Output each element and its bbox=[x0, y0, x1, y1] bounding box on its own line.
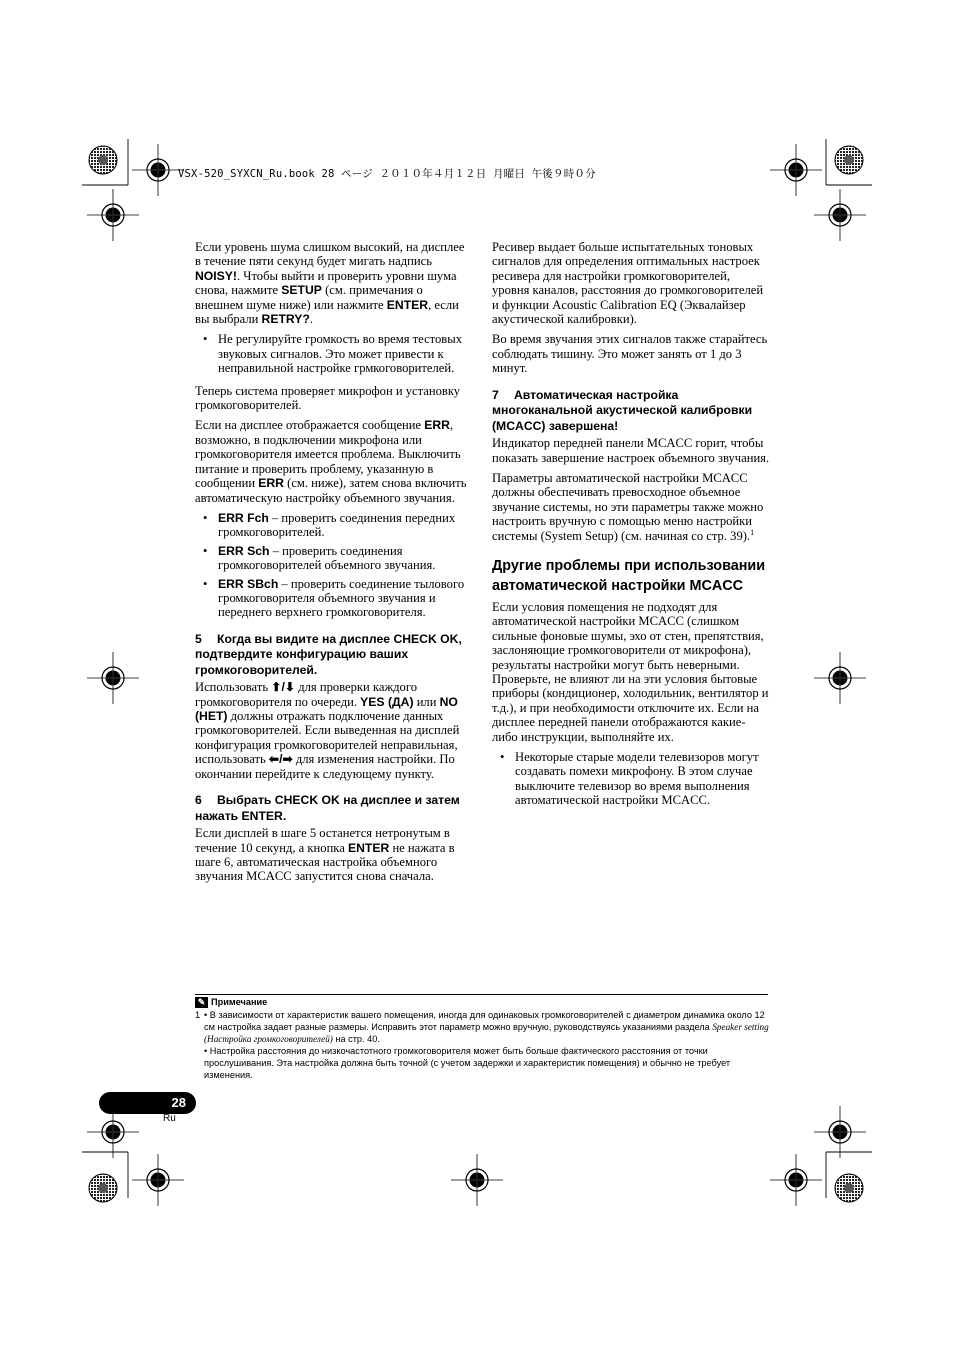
page-number: 28 bbox=[171, 1095, 186, 1110]
indicator-paragraph: Индикатор передней панели MCACC горит, чтобы показать завершение настроек объемного звучания. bbox=[492, 436, 770, 465]
crosshair-icon bbox=[87, 652, 139, 704]
crosshair-icon bbox=[814, 189, 866, 241]
page-language: Ru bbox=[163, 1113, 176, 1124]
footnote-heading-label: Примечание bbox=[211, 997, 268, 1007]
parameters-paragraph: Параметры автоматической настройки MCACC должны обеспечивать превосходное объемное звучание системы, но эти параметры также можно настроить вручную с помощью меню настройки системы (System Setup) (см. начиная со стр. 39).$^1$ bbox=[492, 470, 764, 543]
test-tones-paragraph: Ресивер выдает больше испытательных тоновых сигналов для определения оптимальных настроек ресивера для настройки громкоговорителей, уровня каналов, расстояния до громкоговорителей и функции Acoustic Calibration EQ (Эквалайзер акустической калибровки). bbox=[492, 240, 764, 327]
tv-note-list bbox=[492, 750, 770, 808]
list-item: • Некоторые старые модели телевизоров могут создавать помехи микрофону. В этом случае выключите телевизор во время выполнения автоматической настройки MCACC. bbox=[492, 750, 770, 808]
list-item: • ERR Fch – проверить соединения передних громкоговорителей. bbox=[195, 511, 473, 540]
list-item: • Не регулируйте громкость во время тестовых звуковых сигналов. Это может привести к неправильной настройке грмкоговорителей. bbox=[195, 332, 473, 375]
star-target-icon bbox=[89, 146, 117, 174]
check-paragraph: Теперь система проверяет микрофон и установку громкоговорителей. bbox=[195, 383, 461, 413]
step-6-paragraph: Если дисплей в шаге 5 останется нетронутым в течение 10 секунд, а кнопка ENTER не нажата в шаге 6, автоматическая настройка объемного звучания MCACC запустится снова сначала. bbox=[195, 826, 455, 884]
crosshair-icon bbox=[814, 1106, 866, 1158]
list-item: • ERR SBch – проверить соединение тылового громкоговорителя объемного звучания и переднего верхнего громкоговорителя. bbox=[195, 577, 473, 620]
step-6-heading: 6 Выбрать CHECK OK на дисплее и затем нажать ENTER. bbox=[195, 793, 460, 823]
noise-paragraph: Если уровень шума слишком высокий, на дисплее в течение пяти секунд будет мигать надпись NOISY!. Чтобы выйти и проверить уровни шума снова, нажмите SETUP (см. примечания о внешнем шуме ниже) или нажмите ENTER, если вы выбрали RETRY?. bbox=[195, 240, 465, 327]
step-5-paragraph: Использовать ⬆/⬇ для проверки каждого громкоговорителя по очереди. YES (ДА) или NO (НЕТ) должны отражать подключение данных громкоговорителей. Если выведенная на дисплей конфигурация громкоговорителей неправильная, использовать ⬅/➡ для изменения настройки. По окончании перейдите к следующему пункту. bbox=[195, 680, 460, 781]
crosshair-icon bbox=[770, 1154, 822, 1206]
err-paragraph: Если на дисплее отображается сообщение ERR, возможно, в подключении микрофона или громкоговорителя имеется проблема. Выключить питание и проверить проблему, указанную в сообщении ERR (см. ниже), затем снова включить автоматическую настройку объемного звучания. bbox=[195, 418, 467, 505]
right-column bbox=[492, 240, 770, 816]
silence-paragraph: Во время звучания этих сигналов также старайтесь соблюдать тишину. Это может занять от 1 до 3 минут. bbox=[492, 332, 768, 376]
crosshair-icon bbox=[451, 1154, 503, 1206]
volume-warning-list bbox=[195, 332, 473, 375]
err-code-list bbox=[195, 511, 473, 620]
section-title: Другие проблемы при использовании автоматической настройки MCACC bbox=[492, 558, 766, 594]
footnote-rule bbox=[195, 994, 768, 995]
footnote-1: 1 • В зависимости от характеристик вашего помещения, иногда для одинаковых громкоговорителей с диаметром динамика около 12 см настройка задает разные размеры. Исправить этот параметр можно вручную, руководствуясь указаниями раздела Speaker setting (Настройка громкоговорителей) на стр. 40. bbox=[195, 1010, 769, 1044]
footnote-ref: 1 bbox=[750, 527, 755, 537]
book-header-line: VSX-520_SYXCN_Ru.book 28 ページ ２０１０年４月１２日 月曜日 午後９時０分 bbox=[178, 168, 596, 180]
page-number-badge bbox=[99, 1092, 196, 1114]
left-column bbox=[195, 240, 473, 890]
star-target-icon bbox=[835, 146, 863, 174]
note-icon: ✎ bbox=[195, 997, 208, 1008]
footnote-2: • Настройка расстояния до низкочастотного громкоговорителя может быть больше фактического расстояния от точки прослушивания. Эта настройка должна быть точной (с учетом задержки и характеристик помещения) и обычно не требует изменения. bbox=[204, 1046, 731, 1080]
crosshair-icon bbox=[87, 189, 139, 241]
crosshair-icon bbox=[814, 652, 866, 704]
step-7-heading: 7 Автоматическая настройка многоканальной акустической калибровки (MCACC) завершена! bbox=[492, 387, 753, 433]
star-target-icon bbox=[835, 1174, 863, 1202]
footnote-heading bbox=[195, 996, 267, 1008]
footnote-body bbox=[195, 1009, 770, 1081]
conditions-paragraph: Если условия помещения не подходят для автоматической настройки MCACC (слишком сильные фоновые шумы, эхо от стен, препятствия, заслоняющие громкоговорители от микрофона), результаты настройки могут быть неверными. Проверьте, не влияют ли на эти условия бытовые приборы (кондиционер, холодильник, вентилятор и т.д.), и при необходимости отключите их. Если на дисплее передней панели отображаются какие-либо инструкции, выполняйте их. bbox=[492, 600, 769, 744]
list-item: • ERR Sch – проверить соединения громкоговорителей объемного звучания. bbox=[195, 544, 473, 573]
crosshair-icon bbox=[770, 144, 822, 196]
step-5-heading: 5 Когда вы видите на дисплее CHECK OK, подтвердите конфигурацию ваших громкоговорителей. bbox=[195, 631, 462, 677]
crosshair-icon bbox=[132, 144, 184, 196]
star-target-icon bbox=[89, 1174, 117, 1202]
crosshair-icon bbox=[132, 1154, 184, 1206]
